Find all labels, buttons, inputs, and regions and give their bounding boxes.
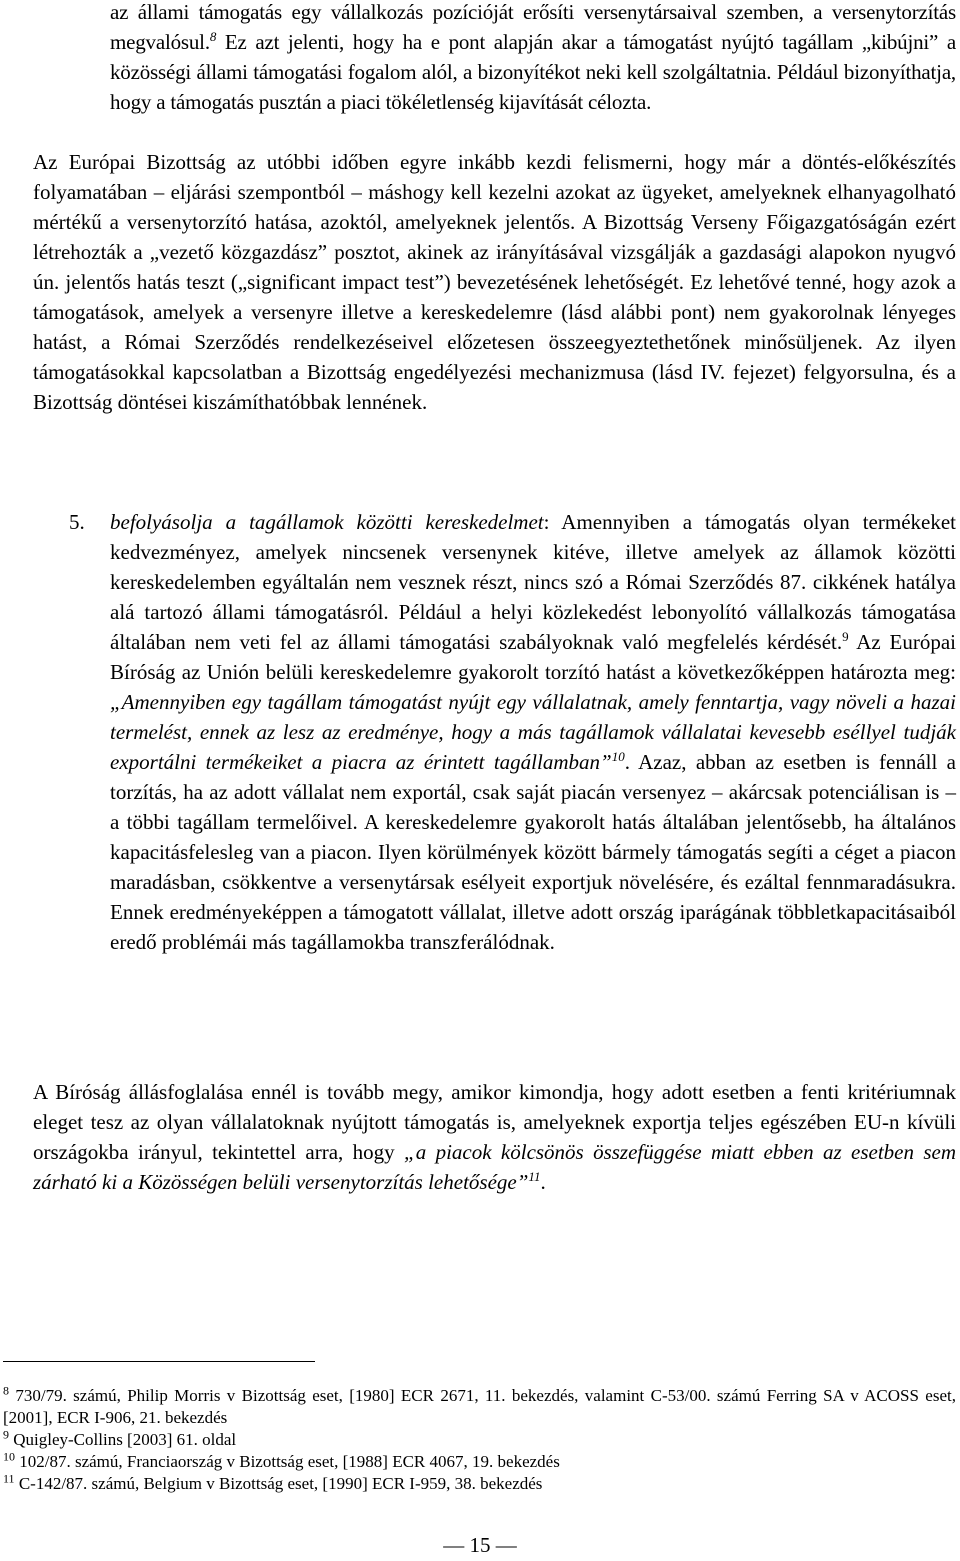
list-item-5 (110, 507, 956, 957)
footnote-9 (3, 1429, 956, 1451)
top-paragraph-text-1: az állami támogatás egy vállalkozás pozícióját erősíti versenytársaival szemben, a versenytorzítás megvalósul. (110, 0, 956, 54)
court-paragraph (33, 1077, 956, 1197)
footnote-text: 730/79. számú, Philip Morris v Bizottság eset, [1980] ECR 2671, 11. bekezdés, valamint C-53/00. számú Ferring SA v ACOSS eset, [2001], ECR I-906, 21. bekezdés (3, 1386, 956, 1427)
commission-paragraph (33, 147, 956, 417)
footnote-ref-9[interactable]: 9 (842, 629, 849, 644)
court-paragraph-text: A Bíróság állásfoglalása ennél is tovább megy, amikor kimondja, hogy adott esetben a fenti kritériumnak eleget tesz az olyan vállalatoknak nyújtott támogatás is, amelyeknek exportja teljes egészében EU-n kívüli országokba irányul, tekintettel arra, hogy (33, 1080, 956, 1164)
footnote-text: C-142/87. számú, Belgium v Bizottság eset, [1990] ECR I-959, 38. bekezdés (14, 1474, 543, 1493)
court-paragraph-end: . (540, 1170, 546, 1194)
footnote-number: 8 (3, 1383, 9, 1398)
page-number: — 15 — (443, 1533, 517, 1557)
footnotes (3, 1385, 956, 1495)
court-quote: „Amennyiben egy tagállam támogatást nyújt egy vállalatnak, amely fenntartja, vagy növeli a hazai termelést, ennek az lesz az eredménye, hogy a más tagállamok vállalatai kevesebb eséllyel tudják exportálni termékeiket a piacra az érintett tagállamban” (110, 690, 956, 774)
top-paragraph-text-2: Ez azt jelenti, hogy ha e pont alapján akar a támogatást nyújtó tagállam „kibújni” a közösségi állami támogatási fogalom alól, a bizonyítékot neki kell szolgáltatnia. Például bizonyíthatja, hogy a támogatás pusztán a piaci tökéletlenség kijavítását célozta. (110, 30, 956, 114)
footnote-ref-10[interactable]: 10 (611, 749, 625, 764)
footnote-11 (3, 1473, 956, 1495)
footnote-ref-11[interactable]: 11 (528, 1169, 541, 1184)
court-paragraph-quote: „a piacok kölcsönös összefüggése miatt ebben az esetben sem zárható ki a Közösségen belüli versenytorzítás lehetősége” (33, 1140, 956, 1194)
top-paragraph (110, 0, 956, 117)
footnote-text: 102/87. számú, Franciaország v Bizottság eset, [1988] ECR 4067, 19. bekezdés (15, 1452, 560, 1471)
footnote-8 (3, 1385, 956, 1429)
footnote-text: Quigley-Collins [2003] 61. oldal (9, 1430, 237, 1449)
footnote-number: 10 (3, 1449, 15, 1464)
footnote-number: 11 (3, 1471, 15, 1486)
item-heading: befolyásolja a tagállamok közötti kereskedelmet (110, 510, 544, 534)
item-text-b: Az Európai Bíróság az Unión belüli kereskedelemre gyakorolt torzító hatást a következőképpen határozta meg: (110, 630, 956, 684)
item-text-a: : Amennyiben a támogatás olyan termékeket kedvezményez, amelyek nincsenek versenynek kitéve, illetve amelyek az államok közötti kereskedelemben egyáltalán nem vesznek részt, nincs szó a Római Szerződés 87. cikkének hatálya alá tartozó állami támogatásról. Például a helyi közlekedést lebonyolító vállalkozás támogatása általában nem veti fel az állami támogatási szabályoknak való megfelelés kérdését. (110, 510, 956, 654)
list-number: 5. (69, 510, 85, 534)
footnote-separator (3, 1361, 315, 1362)
item-text-c: . Azaz, abban az esetben is fennáll a torzítás, ha az adott vállalat nem exportál, csak saját piacán versenyez – akárcsak potenciálisan is – a többi tagállam termelőivel. A kereskedelemre gyakorolt hatás általában jelentősebb, ha általános kapacitásfelesleg van a piacon. Ilyen körülmények között bármely támogatás segíti a céget a piacon maradásban, csökkentve a versenytársak esélyeit exportjuk növelésére, és ezáltal fennmaradásukra. Ennek eredményeképpen a támogatott vállalat, illetve adott ország iparágának többletkapacitásaiból eredő problémái más tagállamokba transzferálódnak. (110, 750, 956, 954)
commission-paragraph-text: Az Európai Bizottság az utóbbi időben egyre inkább kezdi felismerni, hogy már a döntés-előkészítés folyamatában – eljárási szempontból – máshogy kell kezelni azokat az ügyeket, amelyeknek elhanyagolható mértékű a versenytorzító hatása, azoktól, amelyeknek jelentős. A Bizottság Verseny Főigazgatóságán ezért létrehozták a „vezető közgazdász” posztot, akinek az irányításával vizsgálják a gazdasági alapokon nyugvó ún. jelentős hatás teszt („significant impact test”) bevezetésének lehetőségét. Ez lehetővé tenné, hogy azok a támogatások, amelyek a versenyre illetve a kereskedelemre (lásd alábbi pont) nem gyakorolnak lényeges hatást, a Római Szerződés rendelkezéseivel előzetesen összeegyeztethetőnek minősüljenek. Az ilyen támogatásokkal kapcsolatban a Bizottság engedélyezési mechanizmusa (lásd IV. fejezet) felgyorsulna, és a Bizottság döntései kiszámíthatóbbak lennének. (33, 150, 956, 414)
footnote-10 (3, 1451, 956, 1473)
footnote-number: 9 (3, 1427, 9, 1442)
footnote-ref-8[interactable]: 8 (209, 29, 217, 44)
